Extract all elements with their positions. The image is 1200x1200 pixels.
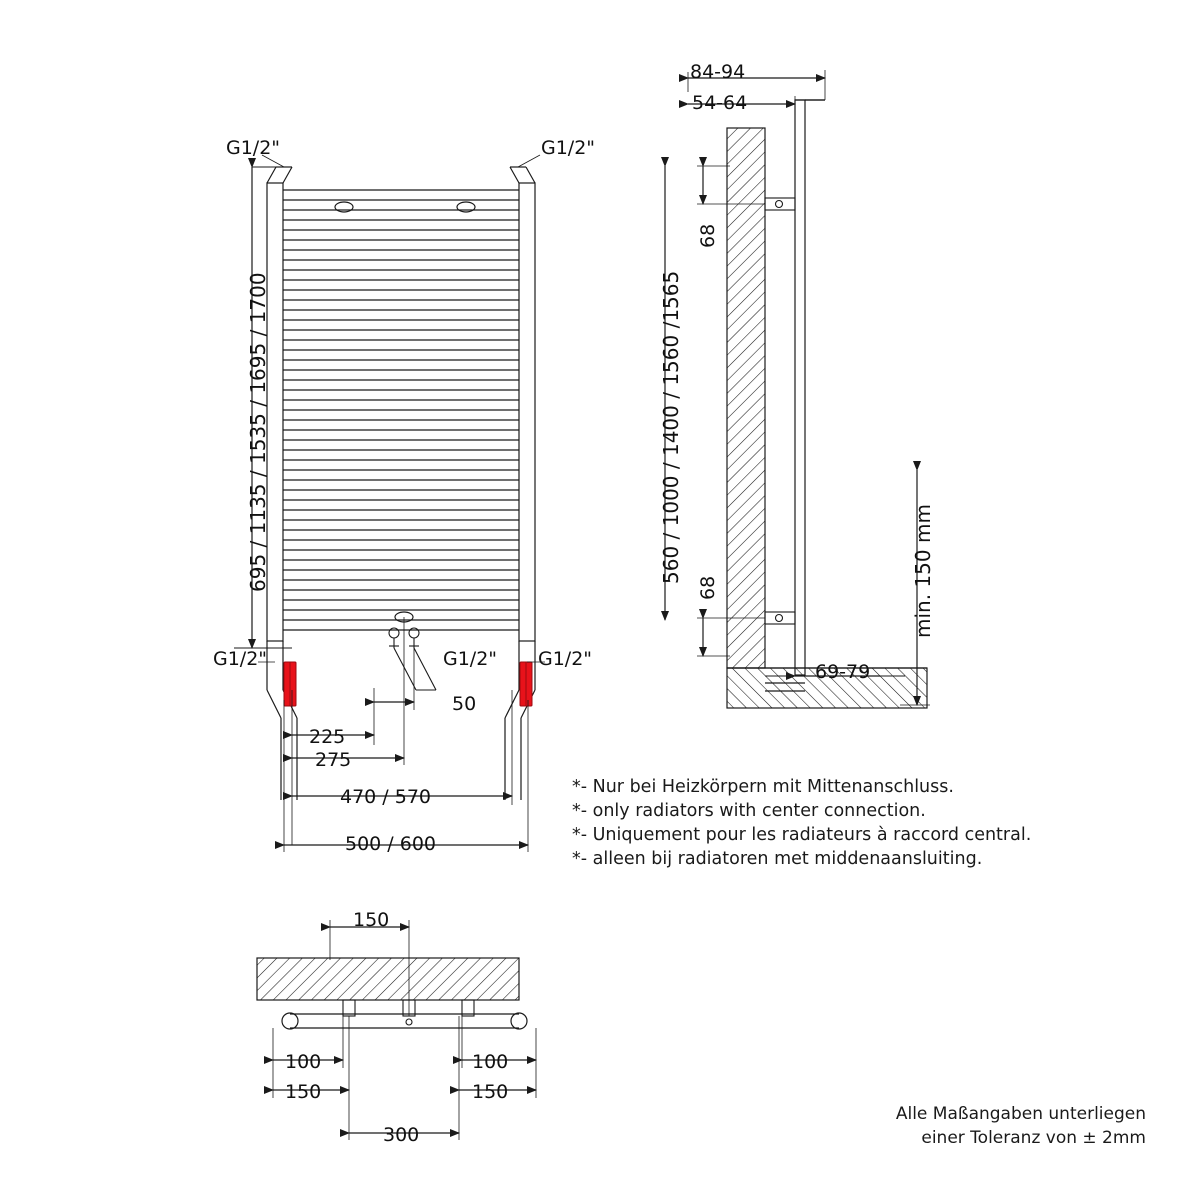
note-line-fr: *- Uniquement pour les radiateurs à raccord central. — [572, 825, 1032, 845]
front-offset-225-label: 225 — [309, 726, 346, 748]
side-bracket-spacing-label: 560 / 1000 / 1400 / 1560 /1565 — [659, 270, 683, 584]
tolerance-line-1: Alle Maßangaben unterliegen — [895, 1104, 1146, 1124]
dim-side-view — [665, 70, 930, 705]
front-offset-50-label: 50 — [452, 693, 477, 715]
plan-overall-dim-label: 300 — [383, 1124, 420, 1146]
plan-left-dim-bottom-label: 150 — [285, 1081, 322, 1103]
side-wall-offset-label: 69-79 — [815, 661, 871, 683]
plan-right-dim-bottom-label: 150 — [472, 1081, 509, 1103]
front-top-right-connection-label: G1/2" — [541, 137, 596, 159]
plan-view — [257, 920, 536, 1140]
front-top-connection-leaders — [262, 155, 540, 167]
side-dim-84-94-label: 84-94 — [690, 61, 746, 83]
front-height-dimension-label: 695 / 1135 / 1535 / 1695 / 1700 — [246, 272, 270, 592]
front-width-outer-label: 500 / 600 — [345, 833, 437, 855]
plan-center-dim-label: 150 — [353, 909, 390, 931]
tolerance-line-2: einer Toleranz von ± 2mm — [921, 1128, 1146, 1148]
front-top-left-connection-label: G1/2" — [226, 137, 281, 159]
front-bottom-left-connection-label: G1/2" — [213, 648, 268, 670]
front-width-inner-label: 470 / 570 — [340, 786, 432, 808]
front-view-radiator — [267, 167, 535, 800]
side-dim-54-64-label: 54-64 — [692, 92, 748, 114]
front-bottom-center-connection-label: G1/2" — [443, 648, 498, 670]
front-bottom-right-connection-label: G1/2" — [538, 648, 593, 670]
plan-left-dim-top-label: 100 — [285, 1051, 322, 1073]
note-line-de: *- Nur bei Heizkörpern mit Mittenanschluss. — [572, 777, 954, 797]
note-line-nl: *- alleen bij radiatoren met middenaansluiting. — [572, 849, 983, 869]
side-bracket-upper-68-label: 68 — [697, 223, 719, 248]
front-offset-275-label: 275 — [315, 749, 352, 771]
side-bracket-lower-68-label: 68 — [697, 575, 719, 600]
plan-right-dim-top-label: 100 — [472, 1051, 509, 1073]
side-floor-clearance-label: min. 150 mm — [911, 504, 935, 638]
side-view-wall-section — [727, 100, 927, 708]
note-line-en: *- only radiators with center connection. — [572, 801, 926, 821]
